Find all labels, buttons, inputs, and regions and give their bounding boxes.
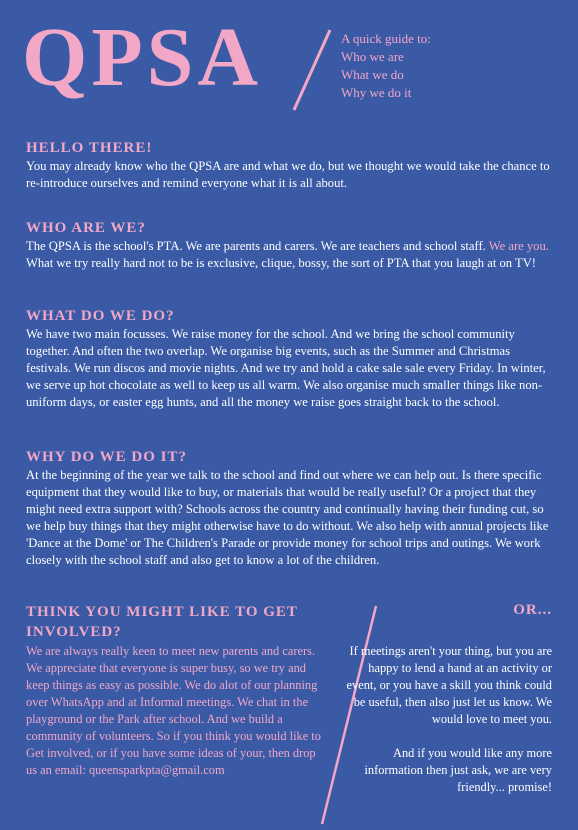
why-heading: WHY DO WE DO IT? <box>26 449 188 465</box>
who-highlight: We are you. <box>488 239 549 253</box>
who-body-end: What we try really hard not to be is exclusive, clique, bossy, the sort of PTA that you laugh at on TV! <box>26 256 536 270</box>
tagline-line: What we do <box>341 67 404 82</box>
or-para-2: And if you would like any more information then just ask, we are very friendly... promise! <box>364 746 552 794</box>
involved-body <box>26 643 326 779</box>
tagline-line: Who we are <box>341 49 404 64</box>
or-heading: OR... <box>513 602 552 618</box>
or-para-1: If meetings aren't your thing, but you are happy to lend a hand at an activity or event, or you have a skill you think could be useful, then also just let us know. We would love to meet you. <box>346 644 552 726</box>
logo-title: QPSA <box>22 11 263 104</box>
what-section <box>26 308 554 411</box>
hello-heading: HELLO THERE! <box>26 140 153 156</box>
why-section <box>26 449 554 569</box>
hello-section <box>26 140 554 192</box>
logo-slash-graphic <box>290 28 334 112</box>
tagline-line: Why we do it <box>341 85 412 100</box>
who-body <box>26 238 554 272</box>
who-heading: WHO ARE WE? <box>26 220 146 236</box>
what-body: We have two main focusses. We raise money for the school. And we bring the school community together. And often the two overlap. We organise big events, such as the Summer and Christmas festivals. We run discos and movie nights. And we try and hold a cake sale sale every Friday. In winter, we serve up hot chocolate as well to keep us all warm. We also organise much smaller things like non-uniform days, or easter egg hunts, and all the money we raise goes straight back to the school. <box>26 327 546 409</box>
why-body: At the beginning of the year we talk to the school and find out where we can help out. Is there specific equipment that they would like to buy, or materials that would be really useful? Or a project that they might need extra support with? Schools across the country and continually having their funding cut, so we help buy things that they might otherwise have to do without. We also help with annual projects like 'Dance at the Dome' or The Children's Parade or provide money for school trips and outings. We work closely with the school staff and also get to know a lot of the children. <box>26 468 549 567</box>
or-section <box>340 602 552 796</box>
what-heading: WHAT DO WE DO? <box>26 308 175 324</box>
hello-body: You may already know who the QPSA are and what we do, but we thought we would take the chance to re-introduce ourselves and remind everyone what it is all about. <box>26 159 550 190</box>
who-body-start: The QPSA is the school's PTA. We are parents and carers. We are teachers and school staff. <box>26 239 489 253</box>
involved-body-text: We are always really keen to meet new parents and carers. We appreciate that everyone is super busy, so we try and keep things as easy as possible. We do alot of our planning over WhatsApp and at Informal meetings. We chat in the playground or the Park after school. And we build a community of volunteers. So if you think you would like to Get involved, or if you have some ideas of your, then drop us an email: <box>26 644 321 777</box>
involved-heading: THINK YOU MIGHT LIKE TO GET INVOLVED? <box>26 604 298 640</box>
tagline-line: A quick guide to: <box>341 31 431 46</box>
tagline <box>341 30 431 102</box>
who-section <box>26 220 554 272</box>
involved-section <box>26 602 326 779</box>
email-link[interactable]: queensparkpta@gmail.com <box>88 763 225 777</box>
